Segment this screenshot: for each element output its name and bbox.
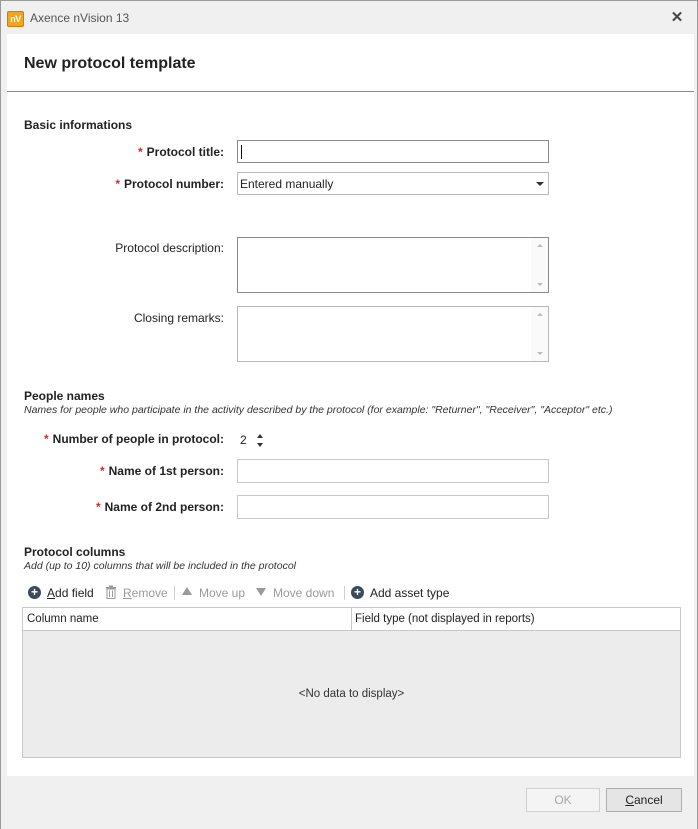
- dialog-footer: [1, 776, 697, 829]
- required-marker: *: [99, 464, 105, 478]
- protocol-description-textarea[interactable]: [237, 237, 549, 293]
- scroll-up-icon[interactable]: [537, 244, 543, 247]
- protocol-title-label: [138, 145, 224, 159]
- section-title-columns: Protocol columns: [24, 545, 126, 559]
- add-circle-icon: +: [28, 586, 41, 599]
- people-count-stepper[interactable]: [237, 428, 268, 450]
- person2-name-input[interactable]: [237, 495, 549, 519]
- cancel-button[interactable]: Cancel: [606, 788, 682, 812]
- remove-button[interactable]: [105, 583, 169, 603]
- required-marker: *: [95, 500, 101, 514]
- stepper-up-icon[interactable]: [257, 434, 263, 438]
- dialog-content: [7, 34, 694, 776]
- columns-toolbar: [24, 583, 684, 603]
- section-subtitle-columns: Add (up to 10) columns that will be included in the protocol: [24, 560, 296, 572]
- add-asset-type-button[interactable]: [351, 583, 455, 603]
- people-count-value: 2: [240, 433, 247, 447]
- textarea-scrollbar[interactable]: [531, 238, 548, 292]
- person1-name-input[interactable]: [237, 459, 549, 483]
- grid-header: [23, 608, 680, 631]
- closing-remarks-label: Closing remarks:: [133, 311, 224, 325]
- closing-remarks-textarea[interactable]: [237, 306, 549, 362]
- toolbar-separator: [344, 586, 345, 600]
- text-caret: [241, 145, 242, 159]
- required-marker: *: [44, 432, 49, 446]
- section-title-people: People names: [24, 389, 105, 403]
- add-circle-icon: +: [351, 586, 364, 599]
- required-marker: *: [137, 145, 143, 159]
- column-header-field-type[interactable]: Field type (not displayed in reports): [355, 613, 535, 625]
- toolbar-separator: [174, 586, 175, 600]
- grid-empty-message: <No data to display>: [298, 688, 405, 700]
- move-up-label: Move up: [199, 586, 246, 600]
- columns-grid[interactable]: [22, 607, 681, 758]
- protocol-title-label-text: Protocol title:: [146, 145, 224, 159]
- window-title: Axence nVision 13: [30, 11, 130, 25]
- add-asset-type-label: Add asset type: [370, 586, 450, 600]
- people-count-label: [44, 432, 224, 446]
- people-count-label-text: Number of people in protocol:: [52, 432, 224, 446]
- dropdown-arrow-icon[interactable]: [536, 182, 544, 186]
- scroll-down-icon[interactable]: [537, 352, 543, 355]
- protocol-number-value: Entered manually: [240, 177, 334, 191]
- arrow-up-icon: [182, 587, 192, 595]
- move-down-label: Move down: [273, 586, 335, 600]
- trash-icon: [105, 585, 117, 599]
- dialog-title: New protocol template: [24, 55, 196, 72]
- protocol-title-input[interactable]: [237, 140, 549, 163]
- move-down-button[interactable]: [256, 583, 342, 603]
- protocol-description-label: Protocol description:: [115, 241, 224, 255]
- scroll-down-icon[interactable]: [537, 283, 543, 286]
- move-up-button[interactable]: [182, 583, 252, 603]
- add-field-button[interactable]: [28, 583, 98, 603]
- section-subtitle-people: Names for people who participate in the activity described by the protocol (for example: "Returner", "Receiver", "Acceptor" etc.): [24, 404, 613, 416]
- protocol-number-select[interactable]: [237, 172, 549, 195]
- person2-label-text: Name of 2nd person:: [104, 500, 224, 514]
- stepper-down-icon[interactable]: [257, 443, 263, 447]
- person1-label: [100, 464, 224, 478]
- scroll-up-icon[interactable]: [537, 313, 543, 316]
- arrow-down-icon: [256, 588, 266, 596]
- column-divider[interactable]: [351, 608, 352, 631]
- person1-label-text: Name of 1st person:: [108, 464, 224, 478]
- ok-button[interactable]: OK: [526, 788, 600, 812]
- title-bar: [1, 1, 697, 34]
- protocol-number-label: [115, 177, 224, 191]
- person2-label: [96, 500, 224, 514]
- section-title-basic: Basic informations: [24, 118, 133, 132]
- column-header-name[interactable]: Column name: [27, 613, 99, 625]
- textarea-scrollbar[interactable]: [531, 307, 548, 361]
- add-field-label: Add field: [47, 586, 94, 600]
- remove-label: Remove: [123, 586, 168, 600]
- header-divider: [7, 91, 694, 92]
- close-icon[interactable]: ✕: [670, 9, 684, 26]
- app-logo-icon: nV: [7, 11, 24, 27]
- dialog-header: [7, 34, 694, 91]
- protocol-number-label-text: Protocol number:: [123, 177, 224, 191]
- required-marker: *: [115, 177, 120, 191]
